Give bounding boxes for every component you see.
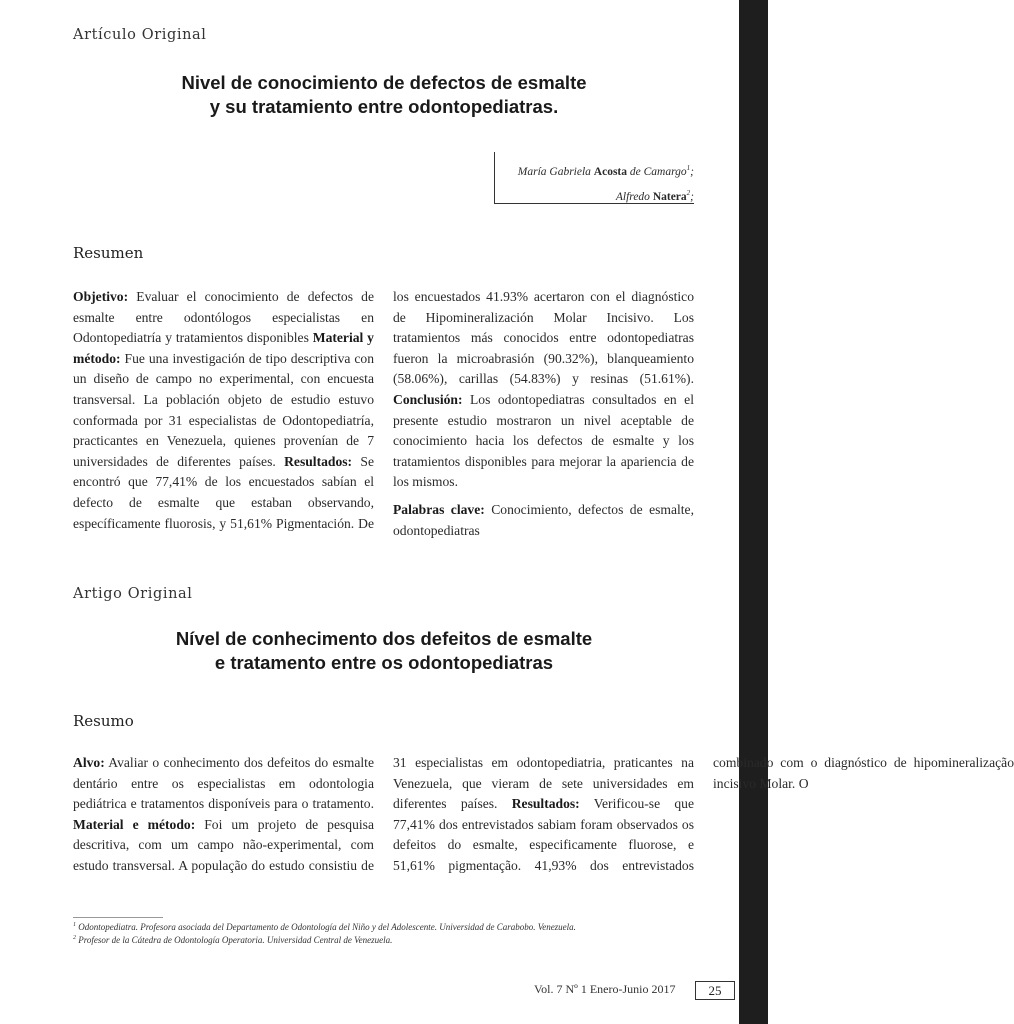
title-line-1: Nivel de conocimiento de defectos de esmalte	[181, 72, 587, 93]
journal-info: Vol. 7 Nº 1 Enero-Junio 2017	[534, 982, 676, 996]
abstract-col-1-pt: Alvo: Avaliar o conhecimento dos defeitos do esmalte dentário entre os especialistas em odontologia pediátrica e tratamentos disponíveis para o tratamento. Material e método: Foi um projeto de pesquisa descritiva, com um campo não-experimental, com estudo transversal. A população do estudo consistiu de 31 especialistas em odontopediatria, praticantes na Venezuela, que vieram de sete universidades em diferentes países. Resultados: Verificou-se que 77,41% dos entrevistados sabiam foram observados os defeitos do esmalte, especificamente fluorose, e 51,61% pigmentação. 41,93% dos entrevistados combinado com o diagnóstico de hipomineralização incisivo Molar. O	[73, 755, 1014, 873]
title-line-2: y su tratamiento entre odontopediatras.	[209, 96, 559, 117]
section-kicker-es: Artículo Original	[73, 27, 207, 43]
abstract-heading-pt: Resumo	[73, 712, 134, 730]
title-line-1-pt: Nível de conhecimento dos defeitos de esmalte	[175, 628, 593, 649]
footnote-1: $^1$ Odontopediatra. Profesora asociada del Departamento de Odontología del Niño y del Adolescente. Universidad de Carabobo. Venezuela.	[73, 922, 576, 932]
page-number: 25	[695, 981, 735, 1000]
author-block	[494, 152, 694, 204]
abstract-col-1-es: Objetivo: Evaluar el conocimiento de defectos de esmalte entre odontólogos especialistas en Odontopediatría y tratamientos disponibles Material y método: Fue una investigación de tipo descriptiva con un diseño de campo no experimental, con encuesta transversal. La población objeto de estudio estuvo conformada por 31 especialistas de Odontopediatría, practicantes en Venezuela, quienes provenían de 7 universidades de diferentes países. Resultados: Se encontró que 77,41% de los encuestados sabían el defecto de esmalte que estaban observando, específicamente fluorosis, y 51,61% Pigmentación. De los encuestados 41.93% acertaron con el diagnóstico de Hipomineralización Molar Incisivo. Los tratamientos más conocidos entre odontopediatras fueron la microabrasión (90.32%), blanqueamiento (58.06%), carillas (54.83%) y resinas (51.61%). Conclusión: Los odontopediatras consultados en el presente estudio mostraron un nivel aceptable de conocimiento hacia los defectos de esmalte y los tratamientos disponibles para mejorar la apariencia de los mismos.	[73, 289, 694, 531]
abstract-heading-es: Resumen	[73, 244, 144, 262]
footnote-2: $^2$ Profesor de la Cátedra de Odontología Operatoria. Universidad Central de Venezuela.	[73, 935, 393, 945]
footnote-rule	[73, 917, 163, 918]
article-title-pt	[73, 627, 695, 675]
section-kicker-pt: Artigo Original	[73, 586, 193, 602]
page-edge-bar	[739, 0, 768, 1024]
title-line-2-pt: e tratamento entre os odontopediatras	[214, 652, 554, 673]
author-2: Alfredo Natera$^2$;	[615, 188, 694, 203]
keywords-es: Palabras clave: Conocimiento, defectos de esmalte, odontopediatras	[393, 502, 694, 538]
author-1: María Gabriela Acosta de Camargo$^1$;	[517, 164, 694, 178]
article-title-es	[73, 71, 695, 119]
